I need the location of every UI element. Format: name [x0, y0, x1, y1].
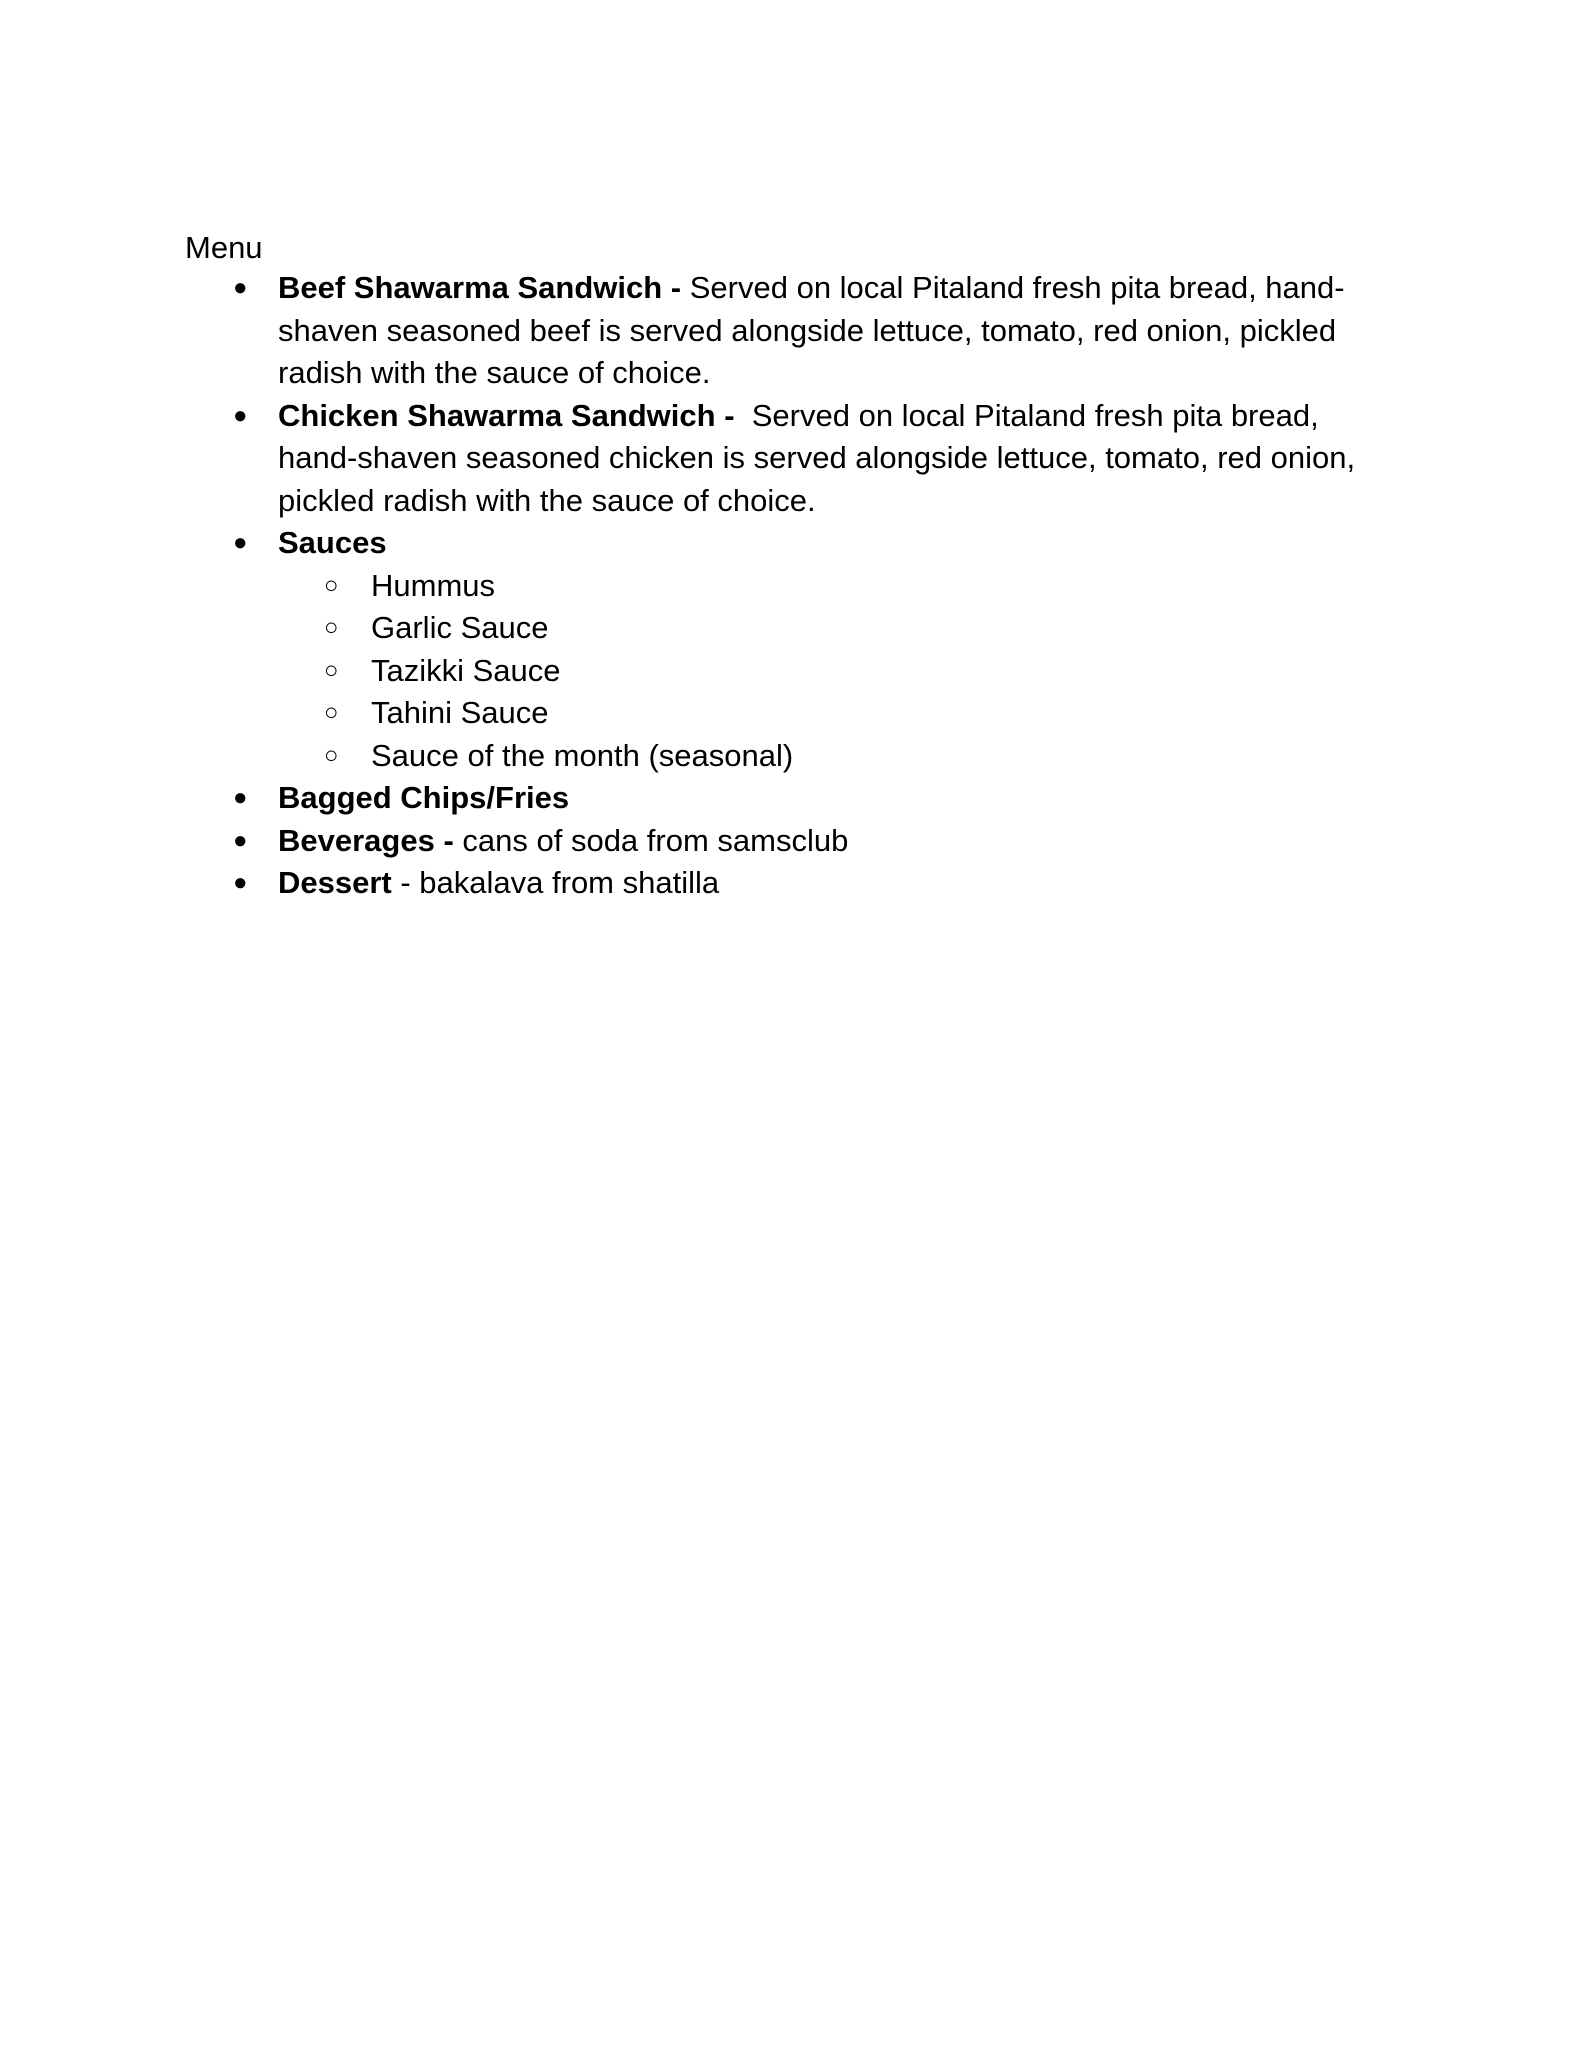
hollow-bullet-icon: ○	[324, 699, 339, 726]
menu-item-name: Chicken Shawarma Sandwich -	[278, 397, 735, 433]
sauce-list	[278, 565, 1385, 778]
bullet-icon: ●	[233, 869, 248, 896]
menu-item-text	[278, 267, 1358, 395]
menu-item-description: - bakalava from shatilla	[391, 865, 720, 900]
bullet-icon: ●	[233, 784, 248, 811]
bullet-icon: ●	[233, 529, 248, 556]
menu-item-description: Served on local Pitaland fresh pita bread, hand-shaven seasoned chicken is served alongside lettuce, tomato, red onion, pickled radish with the sauce of choice.	[278, 397, 1364, 518]
sauce-item-label: Tazikki Sauce	[371, 652, 561, 688]
sauce-item-label: Tahini Sauce	[371, 695, 549, 730]
menu-item-dessert	[185, 862, 1385, 905]
menu-item-sauces	[185, 522, 1385, 777]
sauce-item-garlic	[278, 607, 1385, 650]
document-title: Menu	[185, 230, 263, 265]
hollow-bullet-icon: ○	[324, 614, 339, 641]
sauce-item-hummus	[278, 565, 1385, 608]
menu-item-name: Beef Shawarma Sandwich -	[278, 270, 682, 305]
sauce-item-seasonal	[278, 735, 1385, 778]
sauce-item-label: Hummus	[371, 567, 496, 603]
sauce-item-label: Garlic Sauce	[371, 610, 549, 645]
sauce-item-tazikki	[278, 650, 1385, 693]
menu-list	[185, 267, 1385, 905]
menu-item-name: Dessert	[278, 865, 392, 900]
menu-item-beverages	[185, 820, 1385, 863]
menu-item-description: cans of soda from samsclub	[453, 822, 849, 858]
menu-item-name: Beverages -	[278, 822, 454, 858]
menu-item-beef-shawarma	[185, 267, 1385, 395]
bullet-icon: ●	[233, 826, 248, 854]
sauce-item-tahini	[278, 692, 1385, 735]
hollow-bullet-icon: ○	[324, 656, 339, 684]
menu-item-chips-fries	[185, 777, 1385, 820]
menu-item-name: Bagged Chips/Fries	[278, 780, 570, 815]
sauce-item-label: Sauce of the month (seasonal)	[371, 737, 794, 773]
menu-item-name: Sauces	[278, 525, 387, 560]
hollow-bullet-icon: ○	[324, 571, 339, 599]
menu-item-description: Served on local Pitaland fresh pita bread, hand-shaven seasoned beef is served alongside lettuce, tomato, red onion, pickled radish with the sauce of choice.	[278, 270, 1345, 390]
bullet-icon: ●	[233, 401, 248, 429]
bullet-icon: ●	[233, 274, 248, 301]
menu-item-chicken-shawarma	[185, 395, 1385, 523]
hollow-bullet-icon: ○	[324, 741, 339, 769]
menu-item-text	[278, 395, 1364, 523]
